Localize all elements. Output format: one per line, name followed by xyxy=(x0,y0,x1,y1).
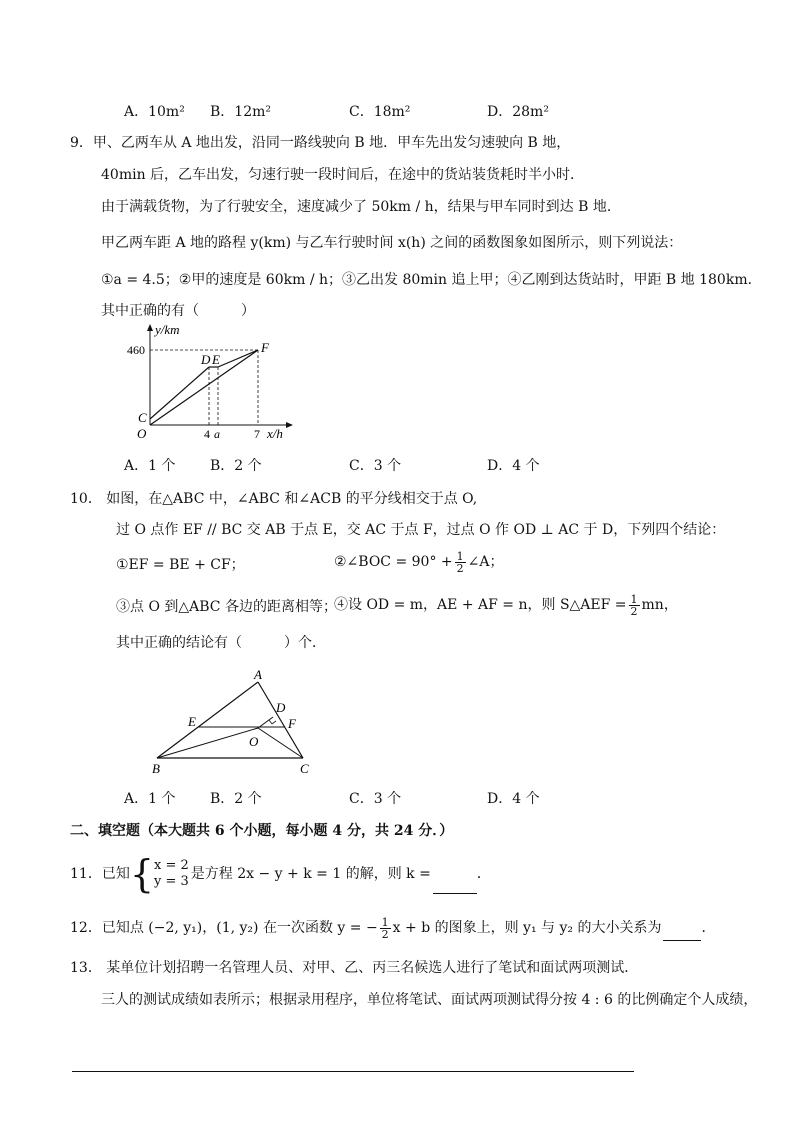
q10-triangle-figure xyxy=(145,666,325,778)
graph-f: F xyxy=(261,340,269,355)
q11-eq2: y = 3 xyxy=(154,874,189,889)
q9-line4: 甲乙两车距 A 地的路程 y(km) 与乙车行驶时间 x(h) 之间的函数图象如图所示，则下列说法： xyxy=(101,235,683,251)
q9-option-d: D．4 个 xyxy=(487,458,540,474)
q11-end: ． xyxy=(476,866,491,882)
q12-end: ． xyxy=(701,920,716,936)
q8-option-a: A．10m² xyxy=(124,104,185,120)
q10-conclusion-1: ①EF = BE + CF； xyxy=(116,557,245,573)
q12-den: 2 xyxy=(381,927,389,941)
q11 xyxy=(70,854,491,894)
q11-post: 是方程 2x − y + k = 1 的解，则 k = xyxy=(190,866,431,882)
q10-c2-post: ∠A； xyxy=(467,554,504,570)
q10-c4-post: mn， xyxy=(641,597,678,613)
fig-a: A xyxy=(254,667,262,682)
q10-option-c: C．3 个 xyxy=(349,791,402,807)
q10-line1: 10． 如图，在△ABC 中，∠ABC 和∠ACB 的平分线相交于点 O, xyxy=(70,491,478,507)
q10-option-a: A．1 个 xyxy=(124,791,176,807)
graph-y460: 460 xyxy=(127,343,145,357)
graph-c: C xyxy=(138,410,147,425)
q10-c2-pre: ②∠BOC = 90° + xyxy=(334,554,453,570)
q10-conclusion-2 xyxy=(334,549,504,575)
graph-ylabel: y/km xyxy=(155,322,180,337)
q10-line2: 过 O 点作 EF // BC 交 AB 于点 E，交 AC 于点 F，过点 O 作 OD ⊥ AC 于 D，下列四个结论： xyxy=(116,522,726,538)
q11-brace-icon: { xyxy=(129,852,155,896)
q9-option-c: C．3 个 xyxy=(349,458,402,474)
fig-f: F xyxy=(288,716,296,731)
q12-fraction xyxy=(380,917,391,940)
q10-option-b: B．2 个 xyxy=(210,791,262,807)
graph-d: D xyxy=(201,352,211,367)
q10-ask: 其中正确的结论有（ ）个． xyxy=(116,635,326,651)
q12-answer-blank[interactable] xyxy=(663,926,701,941)
q9-function-graph xyxy=(125,322,305,447)
q10-c4-pre: ④设 OD = m，AE + AF = n，则 S△AEF = xyxy=(334,597,627,613)
fig-d: D xyxy=(276,700,286,715)
footer-rule xyxy=(72,1071,634,1072)
q9-line6: 其中正确的有（ ） xyxy=(101,303,255,319)
q10-c4-den: 2 xyxy=(630,604,638,618)
q12-pre: 12．已知点 (−2, y₁)，(1, y₂) 在一次函数 y = − xyxy=(70,920,378,936)
q8-option-d: D．28m² xyxy=(487,104,549,120)
q10-option-d: D．4 个 xyxy=(487,791,540,807)
q9-line5: ①a = 4.5；②甲的速度是 60km / h；③乙出发 80min 追上甲；④乙刚到达货站时，甲距 B 地 180km． xyxy=(101,272,762,288)
fig-c: C xyxy=(300,761,309,776)
fig-e: E xyxy=(188,714,196,729)
q9-line3: 由于满载货物，为了行驶安全，速度减少了 50km / h，结果与甲车同时到达 B 地． xyxy=(101,199,621,215)
graph-e: E xyxy=(212,352,220,367)
q13-line2: 三人的测试成绩如表所示；根据录用程序，单位将笔试、面试两项测试得分按 4 : 6 的比例确定个人成绩， xyxy=(101,992,758,1008)
q9-option-a: A．1 个 xyxy=(124,458,176,474)
q12-num: 1 xyxy=(381,915,389,929)
q13-line1: 13． 某单位计划招聘一名管理人员、对甲、乙、丙三名候选人进行了笔试和面试两项测试． xyxy=(70,960,639,976)
q8-option-b: B．12m² xyxy=(210,104,271,120)
q9-line1: 9．甲、乙两车从 A 地出发，沿同一路线驶向 B 地．甲车先出发匀速驶向 B 地， xyxy=(70,135,571,151)
graph-x4: 4 xyxy=(204,427,210,441)
q8-option-c: C．18m² xyxy=(349,104,411,120)
q10-c2-den: 2 xyxy=(456,561,464,575)
section-title-fill-in: 二、填空题（本大题共 6 个小题，每小题 4 分，共 24 分．） xyxy=(70,823,454,839)
fig-b: B xyxy=(152,761,160,776)
q12-post: x + b 的图象上，则 y₁ 与 y₂ 的大小关系为 xyxy=(392,920,662,936)
graph-xlabel: x/h xyxy=(267,426,283,441)
graph-x7: 7 xyxy=(254,427,260,441)
q9-line2: 40min 后，乙车出发，匀速行驶一段时间后，在途中的货站装货耗时半小时． xyxy=(101,167,585,183)
q11-answer-blank[interactable] xyxy=(433,879,477,894)
q10-c2-fraction xyxy=(455,551,466,574)
q10-c4-num: 1 xyxy=(630,592,638,606)
graph-xa: a xyxy=(214,427,220,441)
q9-option-b: B．2 个 xyxy=(210,458,262,474)
q11-eq1: x = 2 xyxy=(154,858,189,873)
q10-c2-num: 1 xyxy=(456,549,464,563)
q10-c4-fraction xyxy=(629,594,640,617)
q11-pre: 11．已知 xyxy=(70,866,130,882)
q10-conclusion-4 xyxy=(334,592,678,618)
q10-conclusion-3: ③点 O 到△ABC 各边的距离相等； xyxy=(116,599,337,615)
q11-system xyxy=(154,858,189,890)
fig-o: O xyxy=(249,734,259,749)
q12 xyxy=(70,915,715,941)
graph-origin: O xyxy=(137,426,147,441)
